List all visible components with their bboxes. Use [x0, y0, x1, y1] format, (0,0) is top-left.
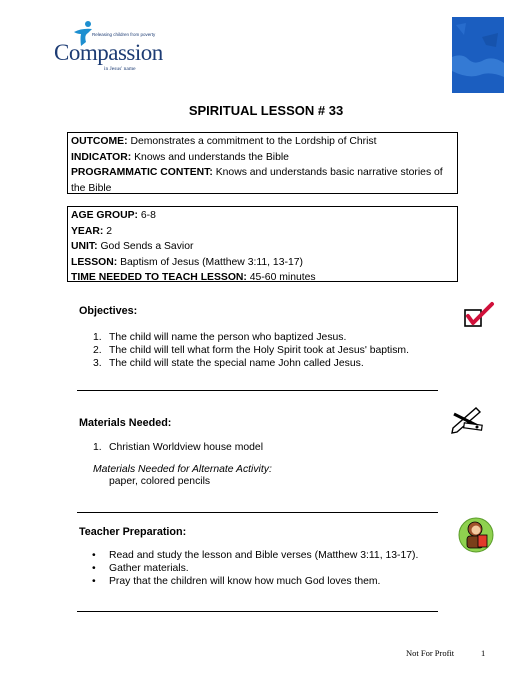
blue-decoration	[452, 17, 504, 93]
unit-row	[71, 239, 454, 255]
alt-materials-title: Materials Needed for Alternate Activity:	[93, 464, 272, 475]
outcome-row	[71, 134, 454, 150]
page-number: 1	[481, 648, 486, 658]
outcome-label: OUTCOME:	[71, 136, 128, 147]
section-divider	[77, 390, 438, 391]
logo-subline: in Jesus' name	[104, 66, 136, 72]
programmatic-row	[71, 165, 454, 196]
list-item: • Gather materials.	[92, 563, 189, 574]
list-item: 1. Christian Worldview house model	[93, 442, 264, 453]
teacher-prep-title: Teacher Preparation:	[79, 526, 187, 538]
programmatic-value: Knows and understands basic narrative stories of the Bible	[71, 167, 443, 194]
teacher-prep-list	[92, 549, 418, 588]
list-item: 2. The child will tell what form the Holy Spirit took at Jesus' baptism.	[93, 345, 409, 356]
indicator-value: Knows and understands the Bible	[134, 151, 289, 163]
lesson-label: LESSON:	[71, 256, 118, 268]
compassion-logo	[52, 18, 172, 72]
outcome-value: Demonstrates a commitment to the Lordship of Christ	[130, 136, 377, 147]
list-item: 1. The child will name the person who baptized Jesus.	[93, 332, 347, 343]
logo-wordmark: Compassion	[54, 40, 163, 65]
unit-value: God Sends a Savior	[100, 241, 194, 252]
teacher-reading-icon	[456, 516, 496, 554]
age-row	[71, 208, 454, 224]
materials-title: Materials Needed:	[79, 417, 172, 429]
section-divider	[77, 611, 438, 612]
list-item: 3. The child will state the special name John called Jesus.	[93, 358, 364, 369]
section-divider	[77, 512, 438, 513]
pencil-crayon-icon	[450, 404, 484, 436]
time-row	[71, 270, 454, 286]
indicator-label: INDICATOR:	[71, 151, 132, 163]
indicator-row	[71, 150, 454, 166]
list-item: • Read and study the lesson and Bible verses (Matthew 3:11, 13-17).	[92, 550, 419, 561]
year-label: YEAR:	[71, 225, 104, 237]
materials-list	[93, 441, 263, 454]
time-value: 45-60 minutes	[249, 272, 316, 283]
programmatic-label: PROGRAMMATIC CONTENT:	[71, 167, 213, 178]
year-row	[71, 224, 454, 240]
checkbox-check-icon	[462, 300, 496, 332]
alt-materials-items: paper, colored pencils	[109, 476, 211, 487]
footer-label: Not For Profit	[406, 648, 455, 658]
year-value: 2	[106, 225, 113, 237]
list-item: • Pray that the children will know how much God loves them.	[92, 576, 381, 587]
unit-label: UNIT:	[71, 241, 98, 252]
page-title: SPIRITUAL LESSON # 33	[188, 103, 344, 118]
objectives-list	[93, 331, 409, 370]
lesson-value: Baptism of Jesus (Matthew 3:11, 13-17)	[120, 256, 303, 268]
lesson-row	[71, 255, 454, 271]
paint-texture	[452, 17, 504, 93]
logo-tagline: Releasing children from poverty	[92, 32, 156, 37]
outcome-box	[67, 132, 458, 194]
time-label: TIME NEEDED TO TEACH LESSON:	[71, 272, 247, 283]
age-label: AGE GROUP:	[71, 210, 138, 221]
objectives-title: Objectives:	[79, 305, 138, 317]
lesson-info-box	[67, 206, 458, 282]
age-value: 6-8	[140, 210, 156, 221]
